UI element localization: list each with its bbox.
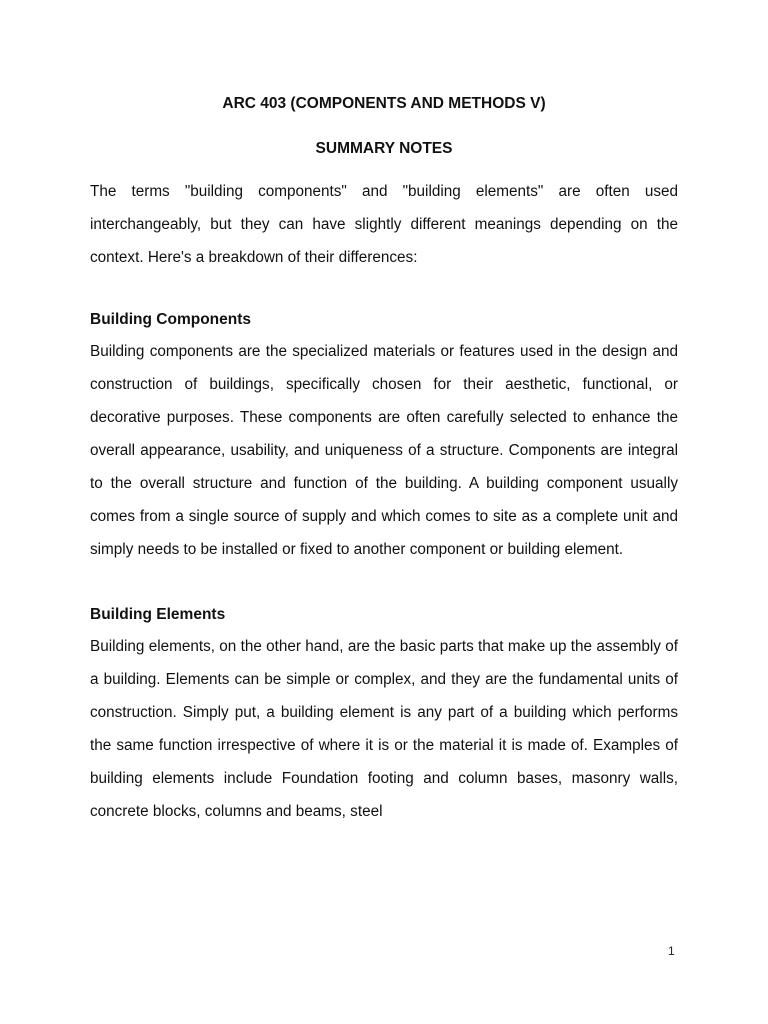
summary-title: SUMMARY NOTES (315, 140, 453, 157)
building-elements-paragraph: Building elements, on the other hand, are the basic parts that make up the assembly of a building. Elements can be simple or complex, and they are the fundamental units of construction. Simply put, a building element is any part of a building which performs the same function irrespective of where it is or the material it is made of. Examples of building elements include Foundation footing and column bases, masonry walls, concrete blocks, columns and beams, steel (90, 638, 678, 820)
document-content (90, 94, 678, 828)
building-components-heading: Building Components (90, 311, 252, 328)
building-elements-heading: Building Elements (90, 606, 226, 623)
page-number: 1 (668, 944, 675, 958)
course-title: ARC 403 (COMPONENTS AND METHODS V) (222, 95, 546, 112)
building-components-paragraph: Building components are the specialized materials or features used in the design and construction of buildings, specifically chosen for their aesthetic, functional, or decorative purposes. These components are often carefully selected to enhance the overall appearance, usability, and uniqueness of a structure. Components are integral to the overall structure and function of the building. A building component usually comes from a single source of supply and which comes to site as a complete unit and simply needs to be installed or fixed to another component or building element. (90, 343, 678, 558)
intro-paragraph: The terms "building components" and "building elements" are often used interchangeably, but they can have slightly different meanings depending on the context. Here's a breakdown of their differences: (90, 183, 678, 266)
